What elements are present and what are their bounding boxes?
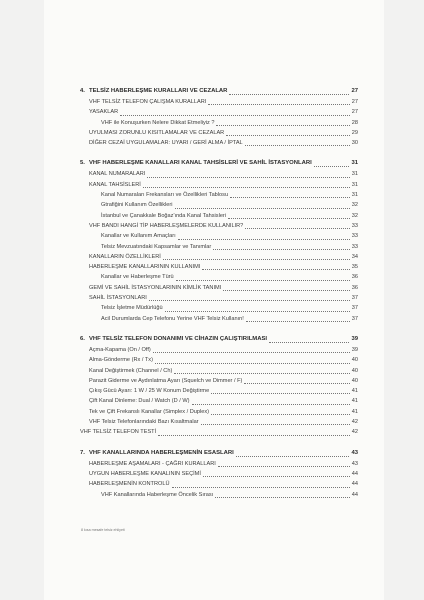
entry-title: VHF TELSİZ TELEFON ÇALIŞMA KURALLARI — [89, 99, 207, 105]
toc-entry — [80, 283, 358, 293]
dot-leader — [172, 487, 350, 488]
toc-entry — [80, 200, 358, 210]
dot-leader — [246, 321, 350, 322]
toc-section-heading — [80, 86, 358, 97]
toc-entry — [80, 314, 358, 324]
dot-leader — [201, 424, 350, 425]
dot-leader — [178, 239, 350, 240]
toc-entry — [80, 118, 358, 128]
page-number: 33 — [351, 233, 358, 240]
dot-leader — [223, 290, 350, 291]
dot-leader — [155, 363, 350, 364]
dot-leader — [202, 269, 349, 270]
toc-entry — [80, 97, 358, 107]
toc-entry — [80, 386, 358, 396]
entry-title: YASAKLAR — [89, 109, 119, 116]
toc-entry — [80, 303, 358, 313]
page-number: 41 — [351, 408, 358, 415]
dot-leader — [174, 373, 349, 374]
dot-leader — [211, 393, 350, 394]
toc-entry — [80, 479, 358, 489]
dot-leader — [192, 404, 350, 405]
entry-title: KANAL TAHSİSLERİ — [89, 181, 141, 188]
entry-title: VHF BANDI HANGİ TİP HABERLEŞMELERDE KULLANILIR? — [89, 222, 244, 229]
section-title: VHF TELSİZ TELEFON DONANIMI VE CİHAZIN ÇALIŞTIRILMASI — [89, 335, 268, 342]
page-number: 39 — [351, 346, 358, 353]
dot-leader — [213, 249, 350, 250]
dot-leader — [226, 135, 350, 136]
page-number: 33 — [351, 222, 358, 229]
page-number: 37 — [351, 295, 358, 302]
entry-title: İstanbul ve Çanakkale Boğaz'ında Kanal Tahsisleri — [101, 212, 227, 219]
entry-title: SAHİL İSTASYONLARI — [89, 295, 147, 302]
entry-title: UYULMASI ZORUNLU KISITLAMALAR VE CEZALAR — [89, 129, 225, 136]
page-number: 31 — [351, 160, 358, 167]
page-number: 35 — [351, 264, 358, 271]
entry-title: Telsiz Mevzuatındaki Kapsamlar ve Tanımlar — [101, 243, 212, 250]
toc-entry — [80, 231, 358, 241]
toc-entry — [80, 366, 358, 376]
dot-leader — [244, 383, 349, 384]
entry-title: HABERLEŞME KANALLARININ KULLANIMI — [89, 264, 201, 271]
entry-title: Kanal Değiştirmek (Channel / Ch) — [89, 367, 173, 374]
toc-entry — [80, 417, 358, 427]
section-title: TELSİZ HABERLEŞME KURALLARI VE CEZALAR — [89, 88, 228, 94]
toc-section-6 — [80, 334, 358, 438]
entry-title: Telsiz İşletme Müdürlüğü — [101, 305, 163, 312]
section-number: 7. — [80, 449, 85, 456]
toc-entry — [80, 407, 358, 417]
page-number: 28 — [351, 119, 358, 126]
dot-leader — [203, 476, 350, 477]
page-number: 37 — [351, 305, 358, 312]
page-number: 40 — [351, 367, 358, 374]
dot-leader — [215, 497, 350, 498]
page-number: 36 — [351, 284, 358, 291]
section-title: VHF KANALLARINDA HABERLEŞMENİN ESASLARI — [89, 449, 234, 456]
page-number: 29 — [351, 129, 358, 136]
toc-entry — [80, 128, 358, 138]
dot-leader — [120, 115, 350, 116]
entry-title: VHF Telsiz Telefonlarındaki Bazı Kısaltmalar — [89, 419, 199, 426]
dot-leader — [218, 466, 350, 467]
toc-entry — [80, 490, 358, 500]
page-number: 37 — [351, 315, 358, 322]
page-number: 40 — [351, 357, 358, 364]
toc-section-heading — [80, 158, 358, 169]
page-number: 31 — [351, 181, 358, 188]
toc-entry — [80, 211, 358, 221]
toc-entry — [80, 469, 358, 479]
entry-title: DİĞER CEZAİ UYGULAMALAR: UYARI / GERİ ALMA / İPTAL — [89, 140, 243, 147]
entry-title: Alma-Gönderme (Rx / Tx) — [89, 357, 153, 364]
entry-title: Gtrafiğini Kullanım Özellikleri — [101, 202, 173, 209]
dot-leader — [153, 352, 350, 353]
dot-leader — [236, 456, 350, 457]
toc-section-5 — [80, 158, 358, 323]
toc-entry — [80, 252, 358, 262]
toc-entry — [80, 190, 358, 200]
entry-title: Kanallar ve Haberleşme Türü — [101, 274, 174, 281]
page-number: 43 — [351, 460, 358, 467]
page-number: 44 — [351, 470, 358, 477]
dot-leader — [143, 187, 350, 188]
toc-section-7 — [80, 448, 358, 500]
toc-entry — [80, 242, 358, 252]
toc-entry — [80, 272, 358, 282]
page-number: 27 — [351, 109, 358, 116]
dot-leader — [149, 300, 350, 301]
page-number: 44 — [351, 481, 358, 488]
page-number: 34 — [351, 253, 358, 260]
entry-title: HABERLEŞME AŞAMALARI - ÇAĞRI KURALLARI — [89, 460, 216, 467]
dot-leader — [314, 166, 350, 167]
toc-entry — [80, 180, 358, 190]
entry-title: GEMİ VE SAHİL İSTASYONLARININ KİMLİK TANIMI — [89, 284, 222, 291]
entry-title: Parazit Giderme ve Aydınlatma Ayarı (Squelch ve Dimmer / F) — [89, 377, 243, 384]
page-number: 42 — [351, 429, 358, 436]
page-number: 32 — [351, 212, 358, 219]
entry-title: Açma-Kapama (On / Off) — [89, 346, 151, 353]
dot-leader — [208, 104, 349, 105]
page-number: 27 — [351, 88, 358, 94]
page-number: 30 — [351, 140, 358, 147]
page-number: 41 — [351, 388, 358, 395]
toc-entry — [80, 459, 358, 469]
entry-title: VHF ile Konuşurken Nelere Dikkat Etmeliyiz ? — [101, 119, 215, 126]
entry-title: Tek ve Çift Frekanslı Kanallar (Simplex / Duplex) — [89, 408, 209, 415]
entry-title: KANALLARIN ÖZELLİKLERİ — [89, 253, 161, 260]
page-number: 32 — [351, 202, 358, 209]
toc-entry — [80, 396, 358, 406]
page-number: 31 — [351, 192, 358, 199]
dot-leader — [175, 208, 350, 209]
entry-title: VHF Kanallarında Haberleşme Öncelik Sırası — [101, 491, 214, 498]
page-number: 41 — [351, 398, 358, 405]
toc-entry — [80, 169, 358, 179]
dot-leader — [245, 228, 349, 229]
entry-title: VHF TELSİZ TELEFON TESTİ — [80, 429, 157, 436]
dot-leader — [228, 218, 350, 219]
dot-leader — [165, 311, 350, 312]
entry-title: UYGUN HABERLEŞME KANALININ SEÇİMİ — [89, 470, 201, 477]
dot-leader — [216, 125, 349, 126]
toc-section-heading — [80, 334, 358, 345]
section-number: 5. — [80, 160, 85, 167]
page-number: 42 — [351, 419, 358, 426]
dot-leader — [229, 94, 349, 95]
entry-title: HABERLEŞMENİN KONTROLÜ — [89, 481, 170, 488]
page-number: 33 — [351, 243, 358, 250]
section-number: 6. — [80, 335, 85, 342]
entry-title: Kanallar ve Kullanım Amaçları — [101, 233, 176, 240]
toc-entry — [80, 345, 358, 355]
toc-section-heading — [80, 448, 358, 459]
page-number: 40 — [351, 377, 358, 384]
entry-title: Acil Durumlarda Cep Telefonu Yerine VHF Telsiz Kullanın! — [101, 315, 244, 322]
toc-entry — [80, 138, 358, 148]
toc-section-4 — [80, 86, 358, 148]
page-number: 36 — [351, 274, 358, 281]
dot-leader — [269, 342, 349, 343]
entry-title: KANAL NUMARALARI — [89, 171, 146, 178]
entry-title: Çift Kanal Dinleme: Dual / Watch (D / W) — [89, 398, 190, 405]
toc-entry — [80, 221, 358, 231]
toc-entry — [80, 427, 358, 437]
page-footer: 8 kısa mesafe telsiz ehliyeti — [81, 528, 125, 532]
entry-title: Çıkış Gücü Ayarı: 1 W / 25 W Konum Değiştirme — [89, 388, 210, 395]
toc-entry — [80, 293, 358, 303]
dot-leader — [211, 414, 350, 415]
section-title: VHF HABERLEŞME KANALLARI KANAL TAHSİSLERİ VE SAHİL İSTASYONLARI — [89, 160, 312, 167]
page-number: 44 — [351, 491, 358, 498]
dot-leader — [158, 435, 350, 436]
dot-leader — [176, 280, 350, 281]
section-number: 4. — [80, 88, 85, 94]
entry-title: Kanal Numaraları Frekansları ve Özellikleri Tablosu — [101, 192, 229, 199]
dot-leader — [163, 259, 350, 260]
toc-entry — [80, 262, 358, 272]
page-number: 31 — [351, 171, 358, 178]
toc-entry — [80, 376, 358, 386]
table-of-contents — [80, 86, 358, 510]
page-number: 27 — [351, 99, 358, 105]
dot-leader — [230, 197, 350, 198]
toc-entry — [80, 107, 358, 117]
dot-leader — [147, 177, 349, 178]
toc-entry — [80, 355, 358, 365]
dot-leader — [245, 145, 350, 146]
page-number: 39 — [351, 335, 358, 342]
page-number: 43 — [351, 449, 358, 456]
